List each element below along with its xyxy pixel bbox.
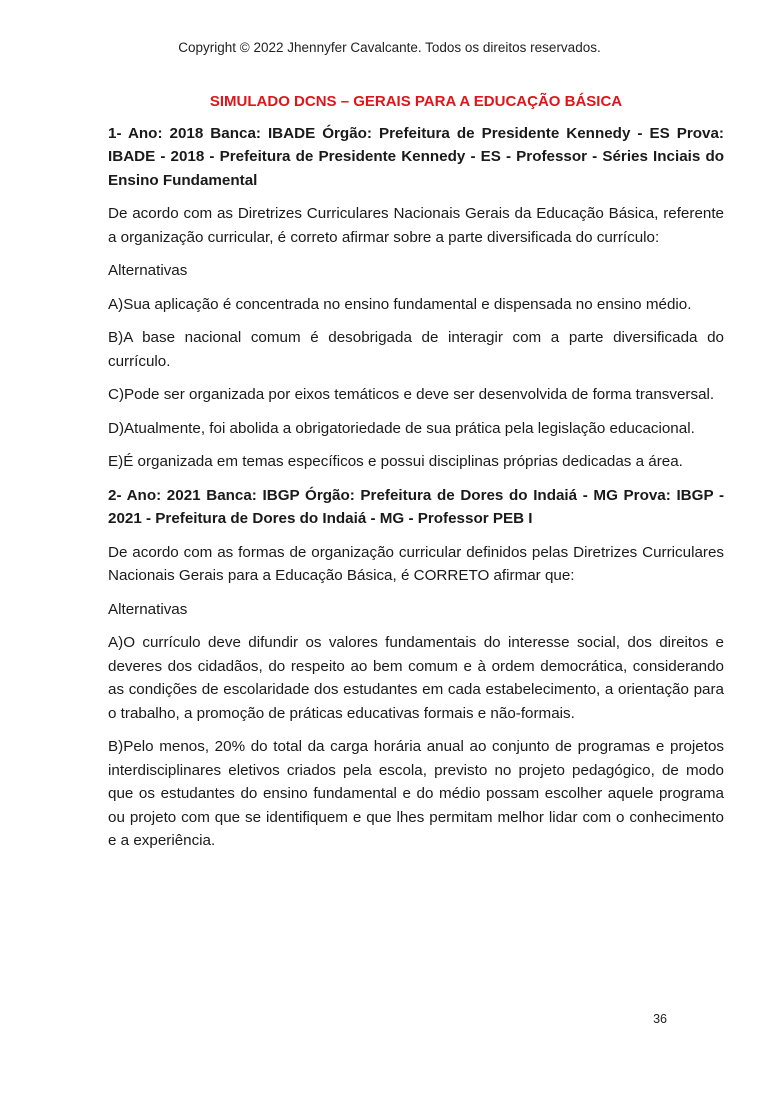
- question-2-alternative-b: B)Pelo menos, 20% do total da carga horária anual ao conjunto de programas e projetos interdisciplinares eletivos criados pela escola, previsto no projeto pedagógico, de modo que os estudantes do ensino fundamental e do médio possam escolher aquele programa ou projeto com que se identifiquem e que lhes permitam melhor lidar com o conhecimento e a experiência.: [108, 738, 724, 849]
- question-2-alternative-a: A)O currículo deve difundir os valores fundamentais do interesse social, dos direitos e deveres dos cidadãos, do respeito ao bem comum e à ordem democrática, considerando as condições de escolaridade dos estudantes em cada estabelecimento, a orientação para o trabalho, a promoção de práticas educativas formais e não-formais.: [108, 634, 724, 722]
- document-title: SIMULADO DCNS – GERAIS PARA A EDUCAÇÃO BÁSICA: [209, 93, 623, 110]
- page-content: [108, 90, 724, 863]
- question-1-heading: 1- Ano: 2018 Banca: IBADE Órgão: Prefeitura de Presidente Kennedy - ES Prova: IBADE - 2018 - Prefeitura de Presidente Kennedy - ES - Professor - Séries Inciais do Ensino Fundamental: [108, 124, 724, 189]
- question-1-alternatives-label: Alternativas: [108, 262, 188, 279]
- question-2-alternatives-label: Alternativas: [108, 600, 188, 618]
- question-1-statement: De acordo com as Diretrizes Curriculares Nacionais Gerais da Educação Básica, referente a organização curricular, é correto afirmar sobre a parte diversificada do currículo:: [108, 205, 724, 246]
- copyright-notice: Copyright © 2022 Jhennyfer Cavalcante. Todos os direitos reservados.: [178, 40, 601, 55]
- question-2-statement: De acordo com as formas de organização curricular definidos pelas Diretrizes Curriculares Nacionais Gerais para a Educação Básica, é CORRETO afirmar que:: [108, 543, 724, 584]
- question-1-alternative-b: B)A base nacional comum é desobrigada de interagir com a parte diversificada do currículo.: [108, 329, 724, 370]
- question-1-alternative-d: D)Atualmente, foi abolida a obrigatoriedade de sua prática pela legislação educacional.: [108, 419, 695, 437]
- question-2-heading: 2- Ano: 2021 Banca: IBGP Órgão: Prefeitura de Dores do Indaiá - MG Prova: IBGP - 2021 - Prefeitura de Dores do Indaiá - MG - Professor PEB I: [108, 486, 724, 527]
- question-1-alternative-e: E)É organizada em temas específicos e possui disciplinas próprias dedicadas a área.: [108, 453, 683, 470]
- question-1-alternative-a: A)Sua aplicação é concentrada no ensino fundamental e dispensada no ensino médio.: [108, 295, 692, 313]
- question-1-alternative-c: C)Pode ser organizada por eixos temáticos e deve ser desenvolvida de forma transversal.: [108, 386, 715, 403]
- page-number: 36: [653, 1012, 667, 1026]
